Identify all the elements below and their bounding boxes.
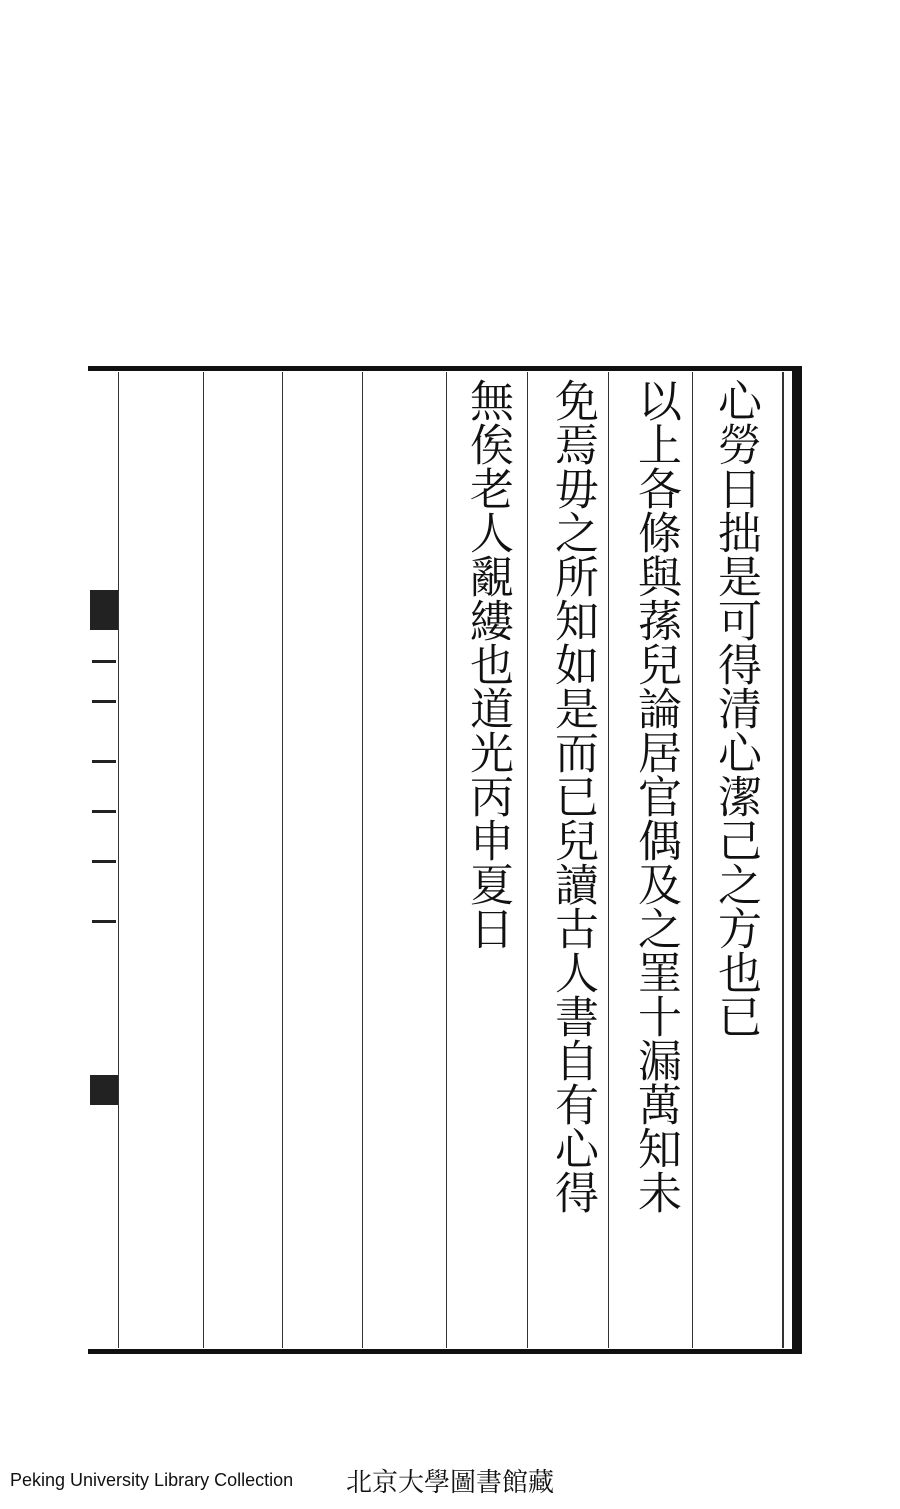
page-frame — [88, 366, 802, 1354]
gutter-mark — [92, 810, 116, 813]
gutter-mark — [92, 660, 116, 663]
gutter-mark — [92, 860, 116, 863]
column-rule — [362, 372, 363, 1348]
text-column-2: 以上各條與蓀兒論居官偶及之罣十漏萬知未 — [630, 378, 681, 1214]
column-rule — [203, 372, 204, 1348]
column-rule — [608, 372, 609, 1348]
page-right-border — [792, 366, 802, 1354]
column-rule — [527, 372, 528, 1348]
footer-collection-zh: 北京大學圖書館藏 — [346, 1468, 555, 1498]
gutter-block — [90, 1075, 118, 1105]
text-column-3: 免焉毋之所知如是而已兒讀古人書自有心得 — [547, 378, 598, 1214]
gutter-mark — [92, 760, 116, 763]
page-right-border-inner — [782, 372, 784, 1348]
gutter-mark — [92, 920, 116, 923]
text-column-4: 無俟老人覶縷也道光丙申夏日 — [462, 378, 513, 950]
column-rule — [118, 372, 119, 1348]
gutter-block — [90, 590, 118, 630]
text-column-1: 心勞日拙是可得清心潔己之方也已 — [710, 378, 761, 1038]
column-rule — [282, 372, 283, 1348]
column-rule — [446, 372, 447, 1348]
column-rule — [692, 372, 693, 1348]
gutter-mark — [92, 700, 116, 703]
footer-collection-en: Peking University Library Collection — [10, 1470, 294, 1490]
